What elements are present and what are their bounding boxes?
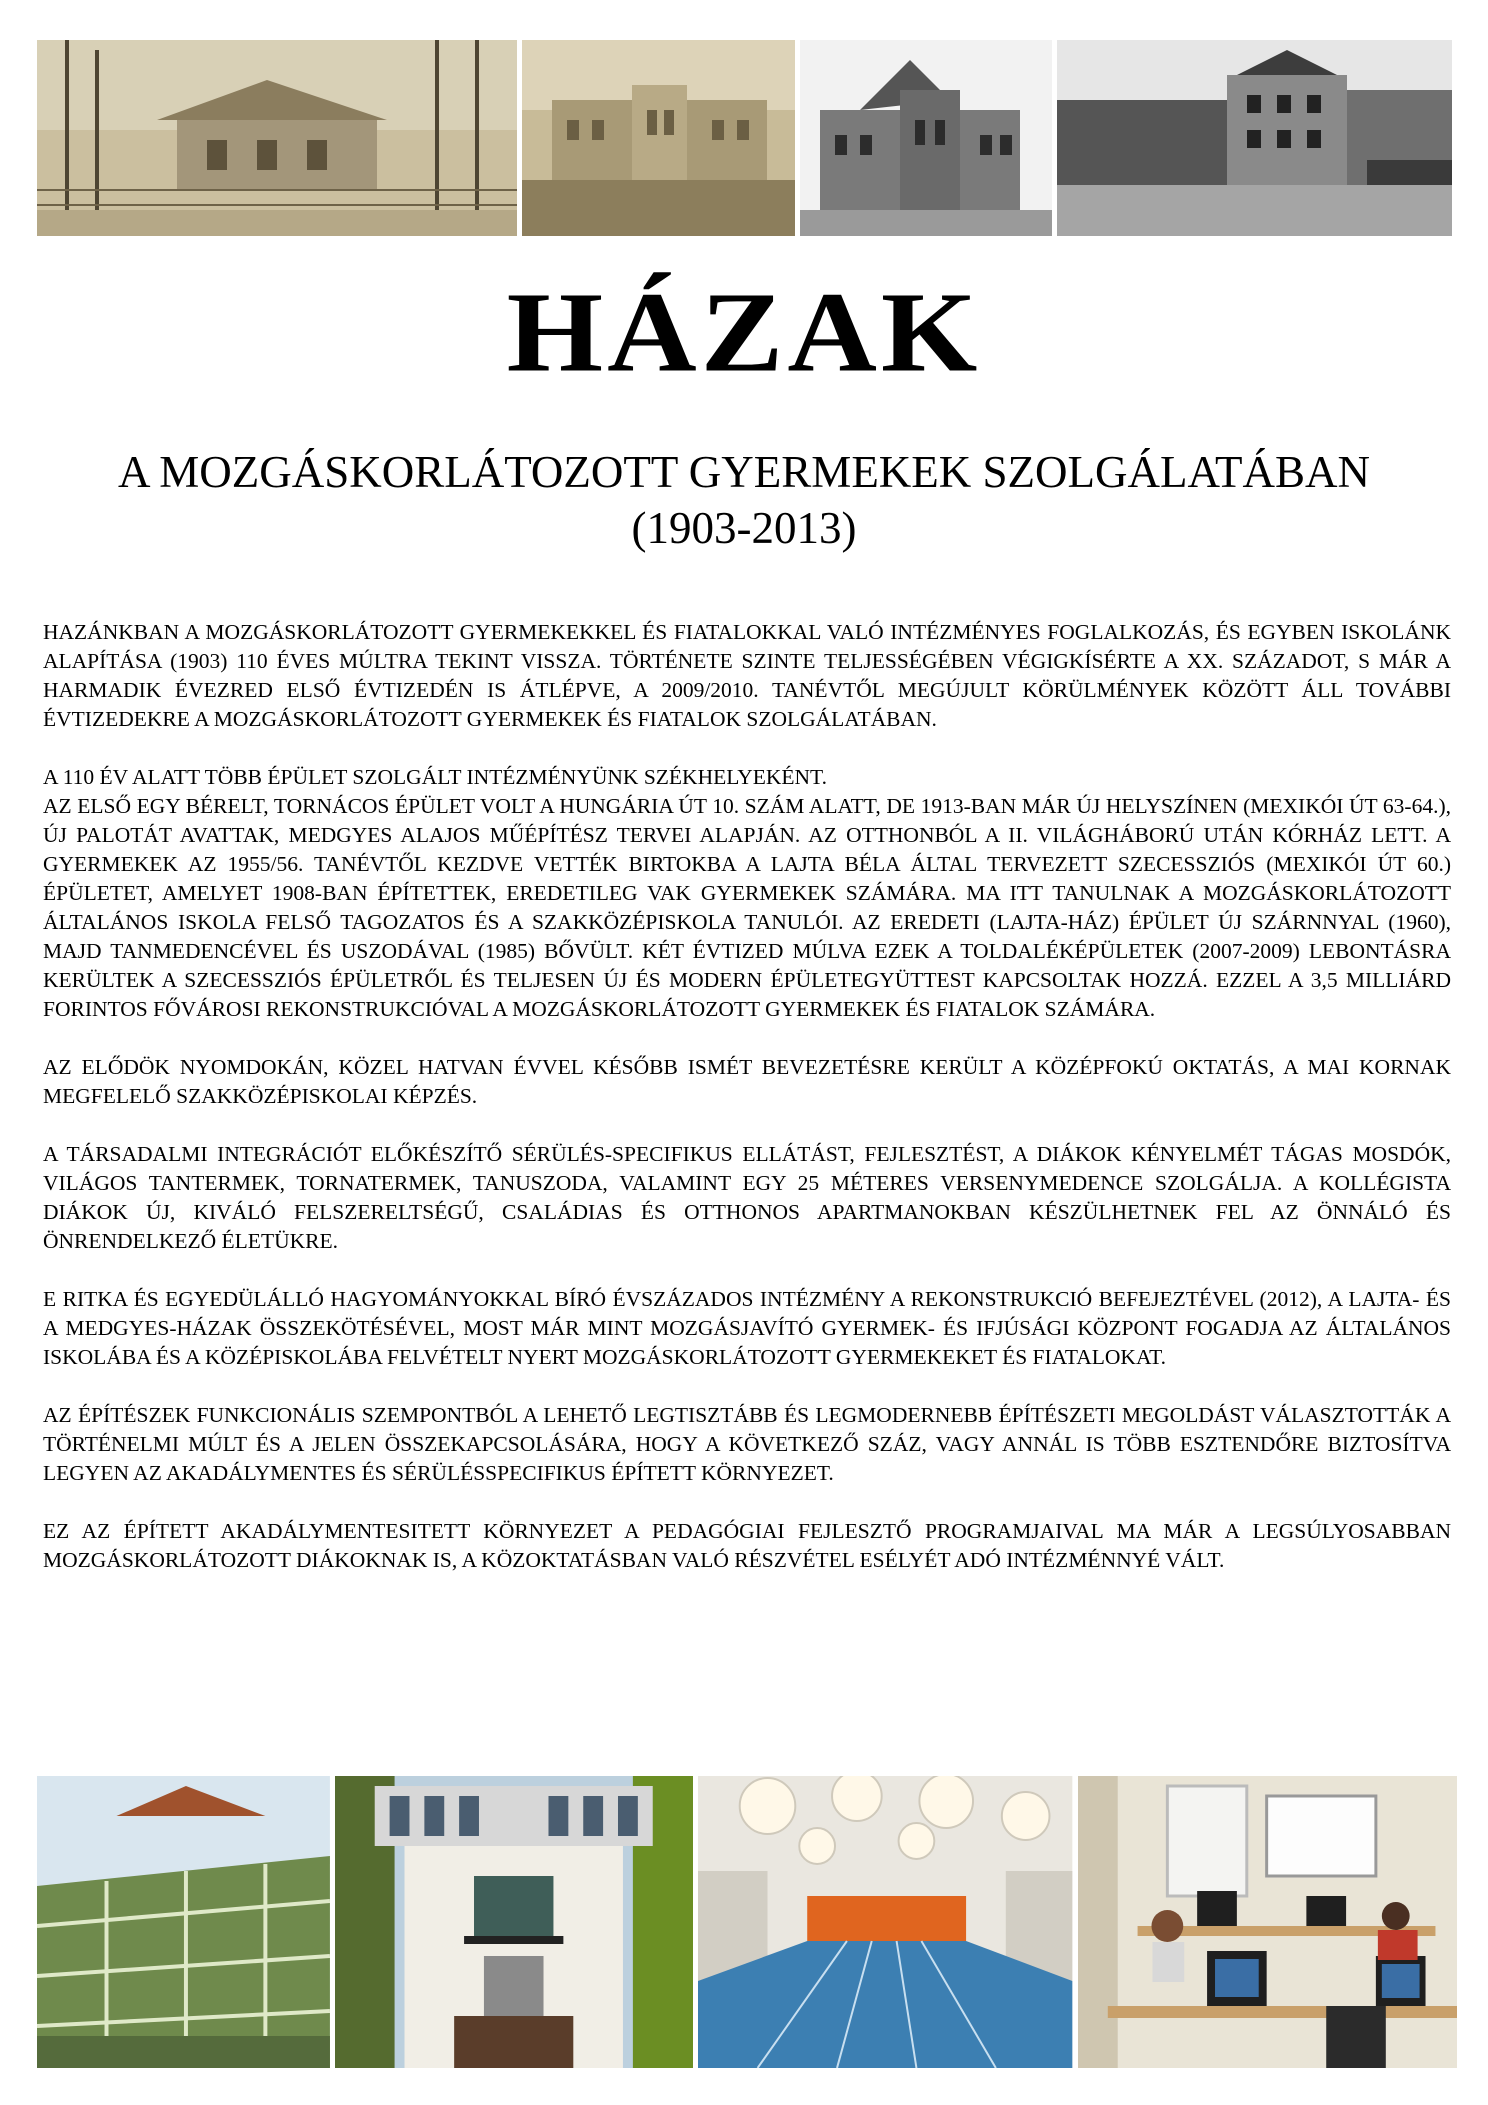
paragraph-institution: E RITKA ÉS EGYEDÜLÁLLÓ HAGYOMÁNYOKKAL BÍRÓ ÉVSZÁZADOS INTÉZMÉNY A REKONSTRUKCIÓ BEFEJEZTÉVEL (2012), A LAJTA- ÉS A MEDGYES-HÁZAK ÖSSZEKÖTÉSÉVEL, MOST MÁR MINT MOZGÁSJAVÍTÓ GYERMEK- ÉS IFJÚSÁGI KÖZPONT FOGADJA AZ ÁLTALÁNOS ISKOLÁBA ÉS A KÖZÉPISKOLÁBA FELVÉTELT NYERT MOZGÁSKORLÁTOZOTT GYERMEKEKET ÉS FIATALOKAT. bbox=[43, 1287, 1451, 1369]
photo-modern-building-bw bbox=[1057, 40, 1452, 236]
photo-computer-classroom bbox=[1078, 1776, 1457, 2068]
paragraph-facilities: A TÁRSADALMI INTEGRÁCIÓT ELŐKÉSZÍTŐ SÉRÜLÉS-SPECIFIKUS ELLÁTÁST, FEJLESZTÉST, A DIÁKOK KÉNYELMÉT TÁGAS MOSDÓK, VILÁGOS TANTERMEK, TORNATERMEK, TANUSZODA, VALAMINT EGY 25 MÉTERES VERSENYMEDENCE SZOLGÁLJA. A KOLLÉGISTA DIÁKOK ÚJ, KIVÁLÓ FELSZERELTSÉGŰ, CSALÁDIAS ÉS OTTHONOS APARTMANOKBAN KÉSZÜLHETNEK FEL AZ ÖNNÁLÓ ÉS ÖNRENDELKEZŐ ÉLETÜKRE. bbox=[43, 1142, 1451, 1253]
paragraph-environment: EZ AZ ÉPÍTETT AKADÁLYMENTESITETT KÖRNYEZET A PEDAGÓGIAI FEJLESZTŐ PROGRAMJAIVAL MA MÁR A LEGSÚLYOSABBAN MOZGÁSKORLÁTOZOTT DIÁKOKNAK IS, A KÖZOKTATÁSBAN VALÓ RÉSZVÉTEL ESÉLYÉT ADÓ INTÉZMÉNNYÉ VÁLT. bbox=[43, 1519, 1451, 1572]
paragraph-intro: HAZÁNKBAN A MOZGÁSKORLÁTOZOTT GYERMEKEKKEL ÉS FIATALOKKAL VALÓ INTÉZMÉNYES FOGLALKOZÁS, ÉS EGYBEN ISKOLÁNK ALAPÍTÁSA (1903) 110 ÉVES MÚLTRA TEKINT VISSZA. TÖRTÉNETE SZINTE TELJESSÉGÉBEN VÉGIGKÍSÉRTE A XX. SZÁZADOT, S MÁR A HARMADIK ÉVEZRED ELSŐ ÉVTIZEDÉN IS ÁTLÉPVE, A 2009/2010. TANÉVTŐL MEGÚJULT KÖRÜLMÉNYEK KÖZÖTT ÁLL TOVÁBBI ÉVTIZEDEKRE A MOZGÁSKORLÁTOZOTT GYERMEKEK ÉS FIATALOK SZOLGÁLATÁBAN. bbox=[43, 620, 1451, 731]
photo-swimming-pool bbox=[698, 1776, 1072, 2068]
photo-historic-villa bbox=[37, 40, 517, 236]
top-photo-strip bbox=[37, 40, 1457, 236]
photo-lajta-house bbox=[335, 1776, 693, 2068]
paragraph-buildings-lead: A 110 ÉV ALATT TÖBB ÉPÜLET SZOLGÁLT INTÉZMÉNYÜNK SZÉKHELYEKÉNT. bbox=[43, 765, 827, 789]
bottom-photo-strip bbox=[37, 1776, 1457, 2068]
photo-glass-facade bbox=[37, 1776, 330, 2068]
paragraph-architects: AZ ÉPÍTÉSZEK FUNKCIONÁLIS SZEMPONTBÓL A LEHETŐ LEGTISZTÁBB ÉS LEGMODERNEBB ÉPÍTÉSZETI MEGOLDÁST VÁLASZTOTTÁK A TÖRTÉNELMI MÚLT ÉS A JELEN ÖSSZEKAPCSOLÁSÁRA, HOGY A KÖVETKEZŐ SZÁZ, VAGY ANNÁL IS TÖBB ESZTENDŐRE BIZTOSÍTVA LEGYEN AZ AKADÁLYMENTES ÉS SÉRÜLÉSSPECIFIKUS ÉPÍTETT KÖRNYEZET. bbox=[43, 1403, 1451, 1485]
body-text bbox=[43, 618, 1451, 1604]
paragraph-history: AZ ELSŐ EGY BÉRELT, TORNÁCOS ÉPÜLET VOLT A HUNGÁRIA ÚT 10. SZÁM ALATT, DE 1913-BAN MÁR ÚJ HELYSZÍNEN (MEXIKÓI ÚT 63-64.), ÚJ PALOTÁT AVATTAK, MEDGYES ALAJOS MŰÉPÍTÉSZ TERVEI ALAPJÁN. AZ OTTHONBÓL A II. VILÁGHÁBORÚ UTÁN KÓRHÁZ LETT. A GYERMEKEK AZ 1955/56. TANÉVTŐL KEZDVE VETTÉK BIRTOKBA A LAJTA BÉLA ÁLTAL TERVEZETT SZECESSZIÓS (MEXIKÓI ÚT 60.) ÉPÜLETET, AMELYET 1908-BAN ÉPÍTETTEK, EREDETILEG VAK GYERMEKEK SZÁMÁRA. MA ITT TANULNAK A MOZGÁSKORLÁTOZOTT ÁLTALÁNOS ISKOLA FELSŐ TAGOZATOS ÉS A SZAKKÖZÉPISKOLA TANULÓI. AZ EREDETI (LAJTA-HÁZ) ÉPÜLET ÚJ SZÁRNNYAL (1960), MAJD TANMEDENCÉVEL ÉS USZODÁVAL (1985) BŐVÜLT. KÉT ÉVTIZED MÚLVA EZEK A TOLDALÉKÉPÜLETEK (2007-2009) LEBONTÁSRA KERÜLTEK A SZECESSZIÓS ÉPÜLETRŐL ÉS TELJESEN ÚJ ÉS MODERN ÉPÜLETEGYÜTTEST KAPCSOLTAK HOZZÁ. EZZEL A 3,5 MILLIÁRD FORINTOS FŐVÁROSI REKONSTRUKCIÓVAL A MOZGÁSKORLÁTOZOTT GYERMEKEK ÉS FIATALOK SZÁMÁRA. bbox=[43, 794, 1451, 1021]
page-years: (1903-2013) bbox=[631, 503, 857, 553]
page-title: HÁZAK bbox=[506, 269, 982, 396]
page-subtitle: A MOZGÁSKORLÁTOZOTT GYERMEKEK SZOLGÁLATÁBAN bbox=[117, 447, 1371, 497]
paragraph-secondary: AZ ELŐDÖK NYOMDOKÁN, KÖZEL HATVAN ÉVVEL KÉSŐBB ISMÉT BEVEZETÉSRE KERÜLT A KÖZÉPFOKÚ OKTATÁS, A MAI KORNAK MEGFELELŐ SZAKKÖZÉPISKOLAI KÉPZÉS. bbox=[43, 1055, 1451, 1108]
photo-historic-school bbox=[522, 40, 795, 236]
photo-historic-palace bbox=[800, 40, 1052, 236]
